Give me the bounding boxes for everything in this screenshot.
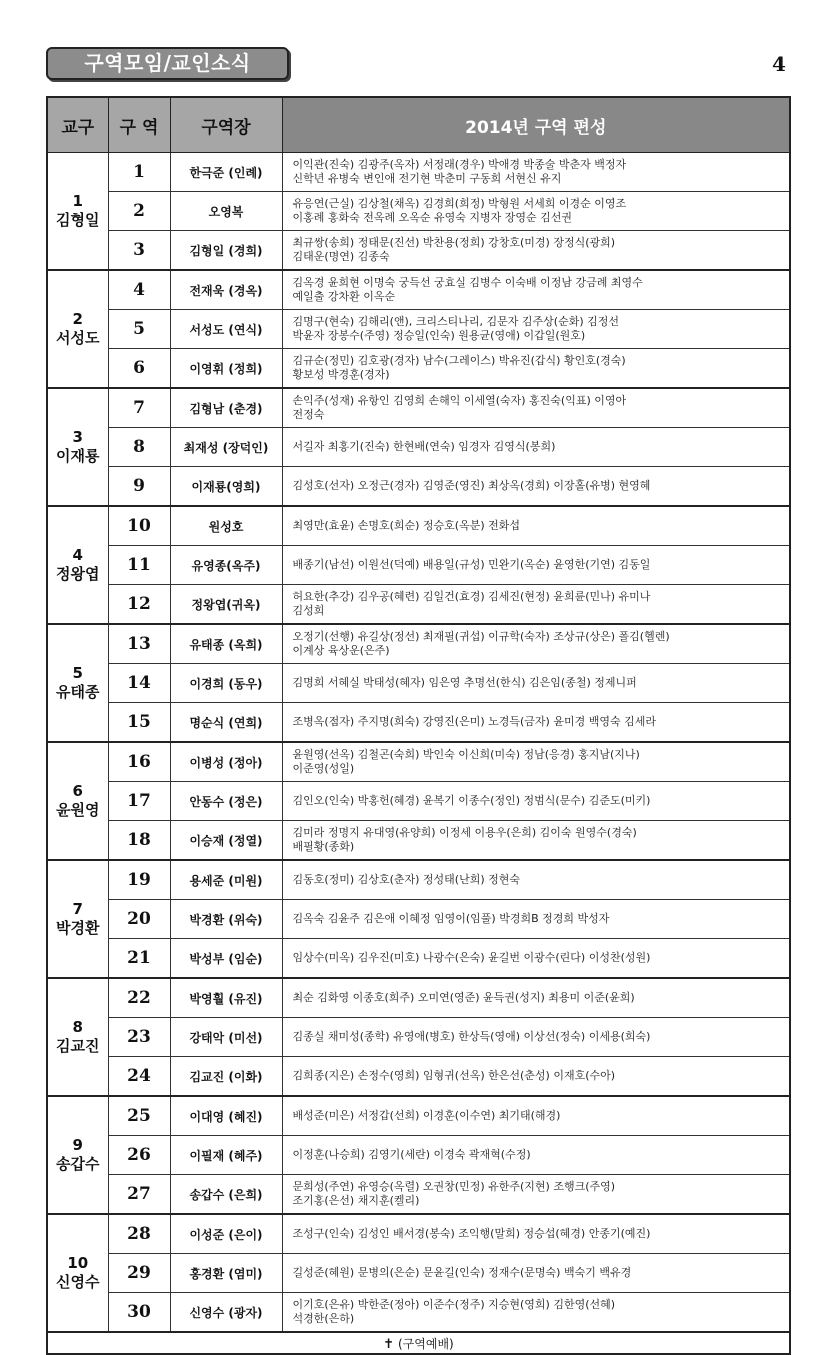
table-row [47, 860, 790, 900]
table-row [47, 231, 790, 271]
table-row [47, 1136, 790, 1175]
zone-members: 이정훈(나승희) 김영기(세란) 이경숙 곽재혁(수정) [282, 1136, 790, 1175]
table-row [47, 1175, 790, 1215]
zone-leader: 김형남 (춘경) [170, 388, 282, 428]
zone-leader: 서성도 (연식) [170, 310, 282, 349]
zone-members: 이기호(은유) 박한준(정아) 이준수(정주) 지승현(영희) 김한영(선혜) 석경한(은하) [282, 1293, 790, 1333]
zone-number: 4 [108, 270, 170, 310]
zone-members: 최규쌍(송희) 정태문(진선) 박찬용(정희) 강창호(미경) 장정식(광희) 김태운(명연) 김종숙 [282, 231, 790, 271]
zone-number: 22 [108, 978, 170, 1018]
district-number: 8 [72, 1018, 83, 1036]
zone-number: 25 [108, 1096, 170, 1136]
zone-number: 12 [108, 585, 170, 625]
district-leader-name: 김교진 [56, 1037, 100, 1055]
table-row [47, 978, 790, 1018]
section-title-tab: 구역모임/교인소식 [46, 47, 289, 80]
zone-number: 16 [108, 742, 170, 782]
zone-members: 김종실 채미성(종학) 유영애(병호) 한상득(영애) 이상선(정숙) 이세용(희숙) [282, 1018, 790, 1057]
district-number: 9 [72, 1136, 83, 1154]
zone-leader: 박성부 (임순) [170, 939, 282, 979]
zone-members: 문희성(주연) 유영승(옥렬) 오권창(민정) 유한주(지현) 조행크(주영) 조기홍(은선) 채지훈(켈리) [282, 1175, 790, 1215]
page-number: 4 [772, 52, 786, 76]
zone-roster-table [46, 96, 791, 1355]
table-row [47, 270, 790, 310]
table-row [47, 1293, 790, 1333]
zone-members: 조병옥(점자) 주지명(희숙) 강영진(은미) 노경득(금자) 윤미경 백영숙 김세라 [282, 703, 790, 743]
zone-members: 김인오(인숙) 박홍헌(혜경) 윤복기 이종수(정인) 정범식(문수) 김준도(미키) [282, 782, 790, 821]
zone-number: 28 [108, 1214, 170, 1254]
zone-leader: 이영휘 (정희) [170, 349, 282, 389]
zone-number: 17 [108, 782, 170, 821]
table-footer-row [47, 1332, 790, 1354]
zone-number: 10 [108, 506, 170, 546]
zone-leader: 정왕엽(귀옥) [170, 585, 282, 625]
zone-members: 김희종(지은) 손정수(영희) 임형귀(선옥) 한은선(춘성) 이재호(수아) [282, 1057, 790, 1097]
zone-members: 허요한(추강) 김우공(혜련) 김일건(효경) 김세진(현정) 윤희륜(민나) 유미나 김성희 [282, 585, 790, 625]
zone-number: 27 [108, 1175, 170, 1215]
district-number: 5 [72, 664, 83, 682]
district-number: 1 [72, 192, 83, 210]
table-row [47, 153, 790, 192]
zone-number: 14 [108, 664, 170, 703]
table-header-row [47, 97, 790, 153]
zone-number: 1 [108, 153, 170, 192]
header-zone-assignments: 2014년 구역 편성 [282, 97, 790, 153]
cross-icon: ✝ [383, 1336, 395, 1352]
zone-leader: 박영훨 (유진) [170, 978, 282, 1018]
table-row [47, 1096, 790, 1136]
zone-number: 18 [108, 821, 170, 861]
zone-leader: 이필재 (혜주) [170, 1136, 282, 1175]
zone-leader: 이재룡(영희) [170, 467, 282, 507]
district-leader-name: 송갑수 [56, 1155, 100, 1173]
zone-leader: 유태종 (옥희) [170, 624, 282, 664]
zone-members: 최영만(효윤) 손명호(희순) 정승호(옥분) 전화섭 [282, 506, 790, 546]
zone-members: 길성준(혜원) 문병의(은순) 문윤길(인숙) 정재수(문명숙) 백숙기 백유경 [282, 1254, 790, 1293]
district-cell [47, 860, 108, 978]
zone-number: 2 [108, 192, 170, 231]
table-row [47, 664, 790, 703]
zone-leader: 최재성 (장덕인) [170, 428, 282, 467]
zone-members: 임상수(미옥) 김우진(미호) 나광수(은숙) 윤길번 이광수(린다) 이성찬(성원) [282, 939, 790, 979]
zone-members: 유응연(근실) 김상철(채옥) 김경희(희정) 박형원 서세희 이경순 이영조 이홍례 홍화숙 전옥례 오옥순 유영숙 지병자 장영순 김선권 [282, 192, 790, 231]
zone-leader: 김형일 (경희) [170, 231, 282, 271]
zone-members: 김옥숙 김윤주 김은애 이혜정 임영이(임풀) 박경희B 정경희 박성자 [282, 900, 790, 939]
district-leader-name: 정왕엽 [56, 565, 100, 583]
table-row [47, 703, 790, 743]
table-row [47, 782, 790, 821]
zone-leader: 용세준 (미원) [170, 860, 282, 900]
zone-number: 21 [108, 939, 170, 979]
district-cell [47, 388, 108, 506]
roster-body [47, 153, 790, 1333]
zone-number: 5 [108, 310, 170, 349]
zone-members: 배성준(미은) 서정갑(선희) 이경훈(이수연) 최기태(해경) [282, 1096, 790, 1136]
table-row [47, 546, 790, 585]
zone-leader: 송갑수 (은희) [170, 1175, 282, 1215]
district-cell [47, 506, 108, 624]
table-row [47, 310, 790, 349]
table-row [47, 900, 790, 939]
zone-leader: 강태악 (미선) [170, 1018, 282, 1057]
zone-number: 15 [108, 703, 170, 743]
zone-number: 30 [108, 1293, 170, 1333]
table-row [47, 1214, 790, 1254]
district-cell [47, 270, 108, 388]
table-row [47, 585, 790, 625]
zone-members: 김성호(선자) 오정근(경자) 김영준(영진) 최상옥(경희) 이장홀(유병) 현영혜 [282, 467, 790, 507]
table-row [47, 1254, 790, 1293]
table-row [47, 192, 790, 231]
district-number: 6 [72, 782, 83, 800]
zone-members: 김규순(정민) 김호광(경자) 남수(그레이스) 박유진(갑식) 황인호(경숙) 황보성 박경훈(경자) [282, 349, 790, 389]
table-row [47, 428, 790, 467]
zone-members: 최순 김화영 이종호(희주) 오미연(영준) 윤득권(성지) 최용미 이준(윤희) [282, 978, 790, 1018]
zone-leader: 홍경환 (염미) [170, 1254, 282, 1293]
table-row [47, 742, 790, 782]
zone-leader: 이대영 (혜진) [170, 1096, 282, 1136]
zone-leader: 이병성 (정아) [170, 742, 282, 782]
zone-members: 이익관(진숙) 김광주(옥자) 서정래(경우) 박애경 박종술 박춘자 백정자 신학년 유병숙 변인애 전기현 박춘미 구동희 서현신 유지 [282, 153, 790, 192]
zone-leader: 박경환 (위숙) [170, 900, 282, 939]
header-leader: 구역장 [170, 97, 282, 153]
zone-leader: 한극준 (인례) [170, 153, 282, 192]
zone-number: 3 [108, 231, 170, 271]
district-leader-name: 윤원영 [56, 801, 100, 819]
district-cell [47, 153, 108, 271]
zone-number: 19 [108, 860, 170, 900]
zone-leader: 전재욱 (경옥) [170, 270, 282, 310]
zone-number: 20 [108, 900, 170, 939]
table-row [47, 349, 790, 389]
zone-members: 김동호(정미) 김상호(춘자) 정성태(난희) 정현숙 [282, 860, 790, 900]
zone-leader: 유영종(옥주) [170, 546, 282, 585]
zone-members: 오정기(선행) 유길상(정선) 최재필(귀섭) 이규학(숙자) 조상규(상은) 폴김(헬렌) 이계상 육상운(은주) [282, 624, 790, 664]
zone-leader: 신영수 (광자) [170, 1293, 282, 1333]
zone-members: 김명구(현숙) 김해리(앤), 크리스티나리, 김문자 김주상(순화) 김정선 박윤자 장봉수(주영) 정승일(인숙) 원용균(영애) 이갑일(원호) [282, 310, 790, 349]
zone-number: 8 [108, 428, 170, 467]
zone-number: 23 [108, 1018, 170, 1057]
district-cell [47, 742, 108, 860]
zone-members: 윤원영(선옥) 김철곤(숙희) 박인숙 이신희(미숙) 정남(응경) 홍지남(지나) 이준영(성일) [282, 742, 790, 782]
zone-number: 26 [108, 1136, 170, 1175]
district-leader-name: 박경환 [56, 919, 100, 937]
zone-leader: 오영복 [170, 192, 282, 231]
footer-note [47, 1332, 790, 1354]
table-row [47, 1018, 790, 1057]
district-leader-name: 서성도 [56, 329, 100, 347]
district-number: 2 [72, 310, 83, 328]
zone-members: 김미라 정명지 유대영(유양희) 이정세 이용우(은희) 김이숙 원영수(경숙) 배필황(종화) [282, 821, 790, 861]
district-number: 7 [72, 900, 83, 918]
zone-members: 손익주(성재) 유항인 김영희 손해익 이세열(숙자) 홍진숙(익표) 이영아 전정숙 [282, 388, 790, 428]
district-leader-name: 이재룡 [56, 447, 100, 465]
zone-number: 7 [108, 388, 170, 428]
district-cell [47, 978, 108, 1096]
zone-leader: 이경희 (동우) [170, 664, 282, 703]
zone-members: 김명희 서혜실 박태성(혜자) 임은영 추명선(한식) 김은임(종철) 정제니퍼 [282, 664, 790, 703]
district-leader-name: 유태종 [56, 683, 100, 701]
zone-leader: 원성호 [170, 506, 282, 546]
zone-number: 6 [108, 349, 170, 389]
district-cell [47, 624, 108, 742]
zone-members: 김옥경 윤희현 이명숙 궁득선 궁효실 김병수 이숙배 이정남 강금례 최영수 예일출 강차환 이옥순 [282, 270, 790, 310]
table-row [47, 506, 790, 546]
zone-leader: 이승재 (정열) [170, 821, 282, 861]
zone-number: 29 [108, 1254, 170, 1293]
footer-note-text: (구역예배) [398, 1336, 454, 1351]
zone-leader: 명순식 (연희) [170, 703, 282, 743]
district-cell [47, 1214, 108, 1332]
district-number: 3 [72, 428, 83, 446]
zone-members: 서길자 최홍기(진숙) 한현배(연숙) 임경자 김영식(봉희) [282, 428, 790, 467]
district-number: 10 [67, 1254, 89, 1272]
header-zone: 구 역 [108, 97, 170, 153]
district-leader-name: 신영수 [56, 1273, 100, 1291]
table-row [47, 939, 790, 979]
table-row [47, 388, 790, 428]
zone-leader: 이성준 (은이) [170, 1214, 282, 1254]
table-row [47, 821, 790, 861]
zone-number: 9 [108, 467, 170, 507]
table-row [47, 467, 790, 507]
district-number: 4 [72, 546, 83, 564]
zone-number: 11 [108, 546, 170, 585]
zone-leader: 김교진 (이화) [170, 1057, 282, 1097]
zone-number: 24 [108, 1057, 170, 1097]
district-cell [47, 1096, 108, 1214]
zone-members: 조성구(인숙) 김성인 배서경(봉숙) 조익행(말희) 정승섭(혜경) 안종기(예진) [282, 1214, 790, 1254]
district-leader-name: 김형일 [56, 211, 100, 229]
header-district: 교구 [47, 97, 108, 153]
table-row [47, 624, 790, 664]
zone-number: 13 [108, 624, 170, 664]
table-row [47, 1057, 790, 1097]
zone-members: 배종기(남선) 이원선(덕예) 배용일(규성) 민완기(옥순) 윤영한(기연) 김동일 [282, 546, 790, 585]
zone-leader: 안동수 (정은) [170, 782, 282, 821]
